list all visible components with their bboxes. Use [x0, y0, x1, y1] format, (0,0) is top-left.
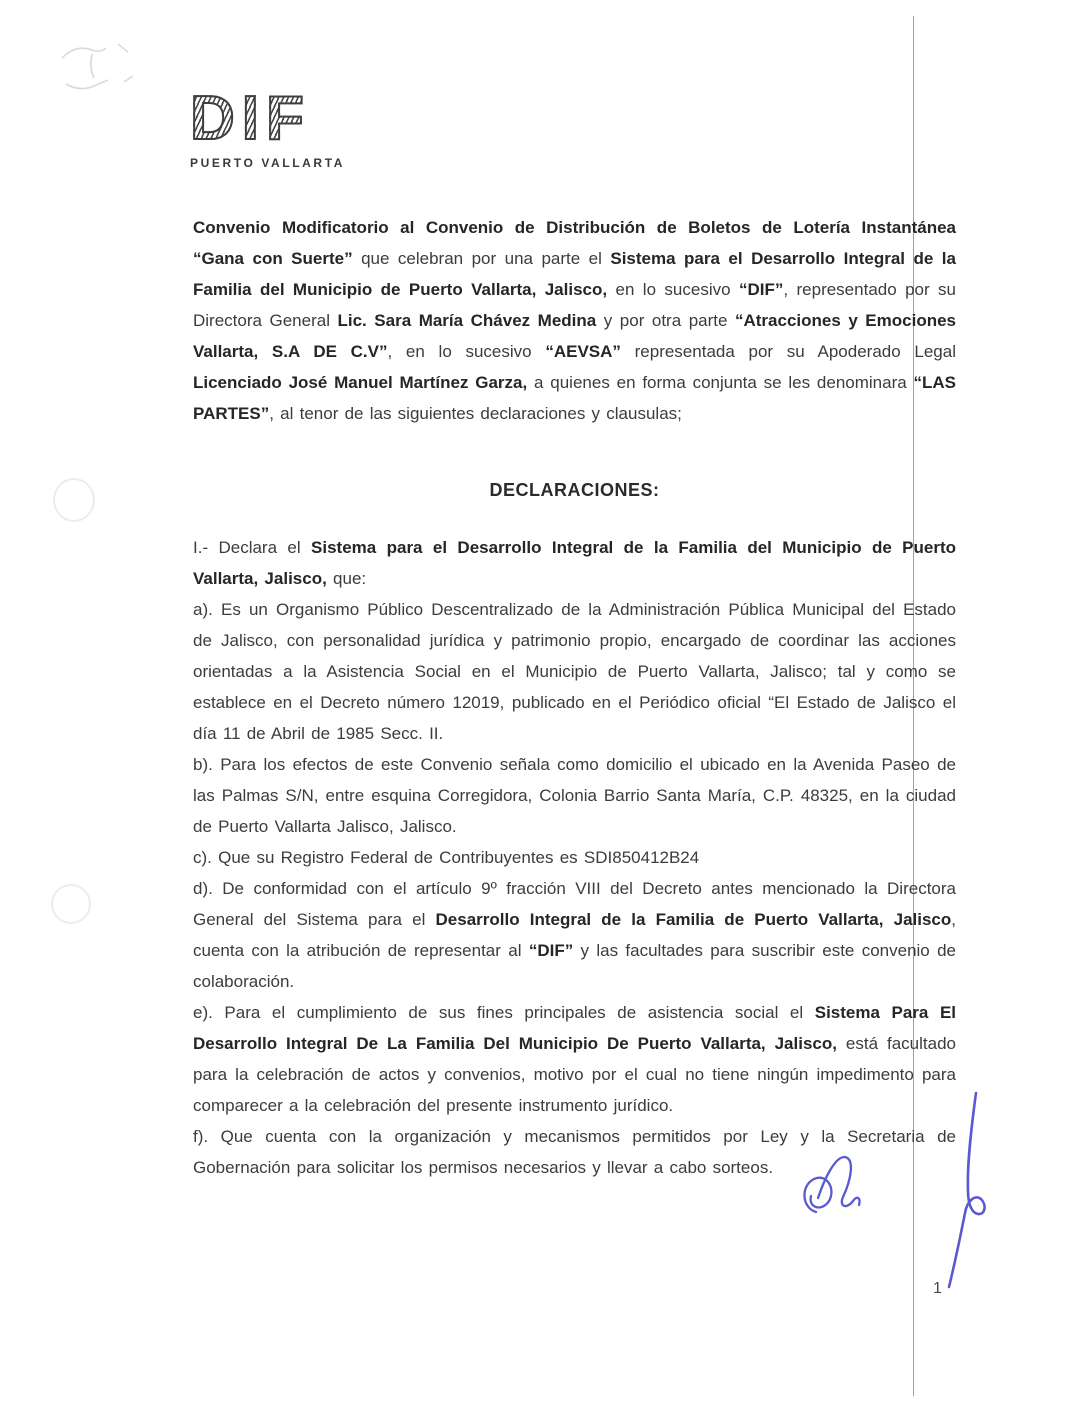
dif-logo-subtitle: PUERTO VALLARTA	[190, 156, 345, 170]
item-c-paragraph: c). Que su Registro Federal de Contribuyentes es SDI850412B24	[193, 848, 700, 867]
item-d-paragraph: d). De conformidad con el artículo 9º fracción VIII del Decreto antes mencionado la Directora General del Sistema para el Desarrollo Integral de la Familia de Puerto Vallarta, Jalisco, cuenta con la atribución de representar al “DIF” y las facultades para suscribir este convenio de colaboración.	[193, 879, 956, 991]
hole-punch-mark	[53, 478, 95, 522]
hole-punch-mark	[51, 884, 91, 924]
item-a-paragraph: a). Es un Organismo Público Descentralizado de la Administración Pública Municipal del Estado de Jalisco, con personalidad jurídica y patrimonio propio, encargado de coordinar las acciones orientadas a la Asistencia Social en el Municipio de Puerto Vallarta, Jalisco; tal y como se establece en el Decreto número 12019, publicado en el Periódico oficial “El Estado de Jalisco el día 11 de Abril de 1985 Secc. II.	[193, 600, 956, 743]
intro-paragraph: Convenio Modificatorio al Convenio de Distribución de Boletos de Lotería Instantánea “Gana con Suerte” que celebran por una parte el Sistema para el Desarrollo Integral de la Familia del Municipio de Puerto Vallarta, Jalisco, en lo sucesivo “DIF”, representado por su Directora General Lic. Sara María Chávez Medina y por otra parte “Atracciones y Emociones Vallarta, S.A DE C.V”, en lo sucesivo “AEVSA” representada por su Apoderado Legal Licenciado José Manuel Martínez Garza, a quienes en forma conjunta se les denominara “LAS PARTES”, al tenor de las siguientes declaraciones y clausulas;	[193, 218, 956, 423]
page-number: 1	[933, 1280, 942, 1297]
document-body	[193, 212, 956, 1183]
item-e-paragraph: e). Para el cumplimiento de sus fines principales de asistencia social el Sistema Para El Desarrollo Integral De La Familia Del Municipio De Puerto Vallarta, Jalisco, está facultado para la celebración de actos y convenios, motivo por el cual no tiene ningún impedimento para comparecer a la celebración del presente instrumento jurídico.	[193, 1003, 957, 1115]
item-f-paragraph: f). Que cuenta con la organización y mecanismos permitidos por Ley y la Secretaria de Gobernación para solicitar los permisos necesarios y llevar a cabo sorteos.	[193, 1127, 956, 1177]
declaraciones-heading: DECLARACIONES:	[489, 480, 660, 500]
dif-logo-text: DIF	[190, 88, 345, 150]
dif-logo	[190, 84, 345, 170]
declaration-i-paragraph: I.- Declara el Sistema para el Desarrollo Integral de la Familia del Municipio de Puerto Vallarta, Jalisco, que:	[193, 538, 957, 588]
pencil-scribble	[62, 44, 133, 89]
item-b-paragraph: b). Para los efectos de este Convenio señala como domicilio el ubicado en la Avenida Paseo de las Palmas S/N, entre esquina Corregidora, Colonia Barrio Santa María, C.P. 48325, en la ciudad de Puerto Vallarta Jalisco, Jalisco.	[193, 755, 956, 836]
